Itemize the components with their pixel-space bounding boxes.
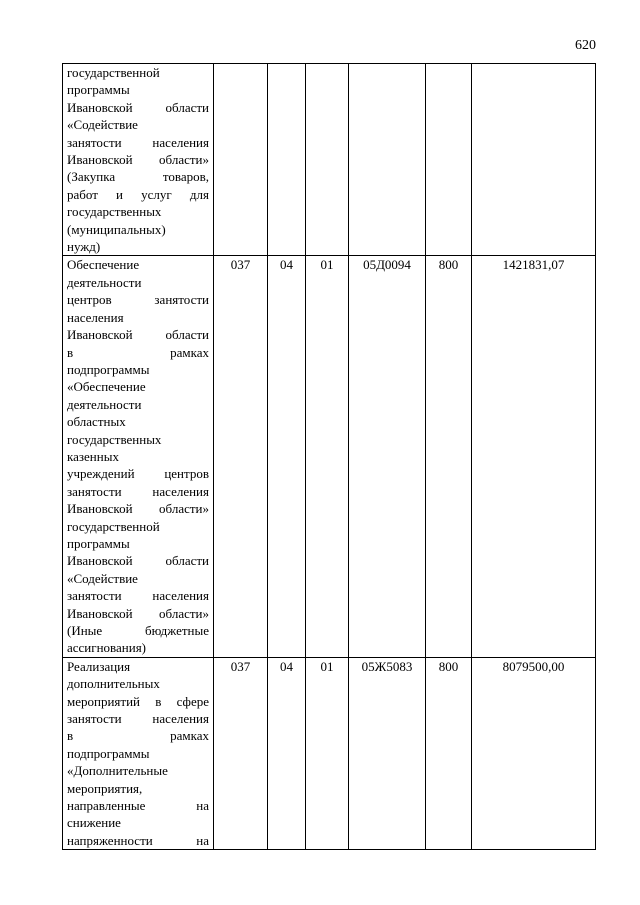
subsection-cell: 01 bbox=[306, 256, 349, 657]
target-article-cell: 05Ж5083 bbox=[349, 657, 426, 849]
target-article-cell bbox=[349, 64, 426, 256]
expense-type-cell: 800 bbox=[426, 256, 472, 657]
amount-cell: 1421831,07 bbox=[472, 256, 596, 657]
section-cell: 04 bbox=[268, 256, 306, 657]
description-line: «Содействие bbox=[67, 570, 138, 586]
section-cell: 04 bbox=[268, 657, 306, 849]
description-line: государственных bbox=[67, 204, 162, 220]
row-description bbox=[63, 657, 214, 849]
description-line: государственных bbox=[67, 431, 162, 447]
table-row bbox=[63, 657, 596, 849]
description-line: Ивановской области bbox=[67, 99, 209, 115]
admin-code-cell bbox=[214, 64, 268, 256]
target-article-cell: 05Д0094 bbox=[349, 256, 426, 657]
description-line: мероприятий в сфере bbox=[67, 693, 209, 709]
subsection-cell: 01 bbox=[306, 657, 349, 849]
description-line: напряженности на bbox=[67, 832, 209, 848]
subsection-cell bbox=[306, 64, 349, 256]
description-line: занятости населения bbox=[67, 588, 209, 604]
amount-cell bbox=[472, 64, 596, 256]
description-line: дополнительных bbox=[67, 676, 160, 692]
table-row bbox=[63, 256, 596, 657]
description-line: Ивановской области» bbox=[67, 152, 209, 168]
description-line: областных bbox=[67, 414, 126, 430]
description-line: подпрограммы bbox=[67, 745, 150, 761]
description-line: населения bbox=[67, 309, 124, 325]
description-line: государственной bbox=[67, 518, 160, 534]
description-line: Ивановской области bbox=[67, 327, 209, 343]
description-line: (Закупка товаров, bbox=[67, 169, 209, 185]
description-line: ассигнования) bbox=[67, 640, 147, 656]
description-line: в рамках bbox=[67, 344, 209, 360]
page-number: 620 bbox=[575, 38, 596, 53]
description-line: Ивановской области bbox=[67, 553, 209, 569]
description-line: Ивановской области» bbox=[67, 501, 209, 517]
description-line: Обеспечение bbox=[67, 257, 140, 273]
admin-code-cell: 037 bbox=[214, 657, 268, 849]
table-body bbox=[63, 64, 596, 850]
description-line: мероприятия, bbox=[67, 780, 143, 796]
description-line: «Содействие bbox=[67, 117, 138, 133]
admin-code-cell: 037 bbox=[214, 256, 268, 657]
description-line: Ивановской области» bbox=[67, 605, 209, 621]
description-line: деятельности bbox=[67, 274, 142, 290]
row-description bbox=[63, 64, 214, 256]
description-line: занятости населения bbox=[67, 134, 209, 150]
description-line: занятости населения bbox=[67, 711, 209, 727]
description-line: работ и услуг для bbox=[67, 186, 209, 202]
expense-type-cell bbox=[426, 64, 472, 256]
description-line: центров занятости bbox=[67, 292, 209, 308]
row-description bbox=[63, 256, 214, 657]
description-line: (муниципальных) bbox=[67, 221, 166, 237]
description-line: государственной bbox=[67, 65, 160, 80]
expense-type-cell: 800 bbox=[426, 657, 472, 849]
budget-table bbox=[62, 63, 596, 850]
description-line: нужд) bbox=[67, 239, 101, 255]
description-line: программы bbox=[67, 535, 130, 551]
description-line: Реализация bbox=[67, 658, 131, 674]
description-line: программы bbox=[67, 82, 130, 98]
description-line: казенных bbox=[67, 448, 119, 464]
description-line: «Обеспечение bbox=[67, 379, 146, 395]
description-line: учреждений центров bbox=[67, 466, 209, 482]
description-line: «Дополнительные bbox=[67, 763, 168, 779]
description-line: снижение bbox=[67, 815, 121, 831]
table-row bbox=[63, 64, 596, 256]
section-cell bbox=[268, 64, 306, 256]
amount-cell: 8079500,00 bbox=[472, 657, 596, 849]
description-line: подпрограммы bbox=[67, 361, 150, 377]
description-line: занятости населения bbox=[67, 483, 209, 499]
description-line: в рамках bbox=[67, 728, 209, 744]
description-line: направленные на bbox=[67, 798, 209, 814]
description-line: деятельности bbox=[67, 396, 142, 412]
description-line: (Иные бюджетные bbox=[67, 623, 209, 638]
